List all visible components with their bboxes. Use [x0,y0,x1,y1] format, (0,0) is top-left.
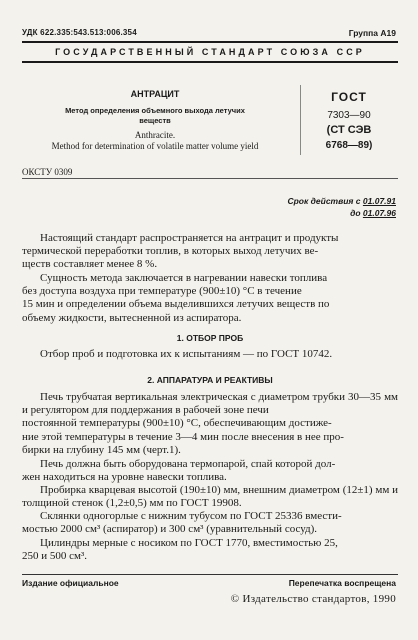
text-line: 250 и 500 см³. [22,550,88,563]
validity-to [350,208,396,218]
header-rule-top [22,41,398,43]
paragraph-cylinders [22,537,398,563]
text-line: Пробирка кварцевая высотой (190±10) мм, внешним диаметром (12±1) мм и толщиной стенок (1,2±0,5) мм по ГОСТ 19908. [22,484,398,510]
sev-reference-line-2: 6768—89) [325,140,373,151]
gost-number: 7303—90 [327,110,371,121]
paragraph-flasks [22,510,398,536]
paragraph-scope [22,232,398,272]
text-line: Сущность метода заключается в нагревании навески топлива [40,272,328,284]
validity-to-label: до [350,208,361,218]
text-line: ние этой температуры в течение 3—4 мин после внесения в нее про- [22,430,344,443]
text-line: бирки на глубину 145 мм (черт.1). [22,443,181,456]
header-rule-bottom [22,61,398,63]
gos-standard-heading: ГОСУДАРСТВЕННЫЙ СТАНДАРТ СОЮЗА ССР [55,47,365,57]
text-line: без доступа воздуха при температуре (900±10) °С в течение [22,285,302,298]
paragraph-thermocouple [22,458,398,484]
document-title: АНТРАЦИТ [130,89,180,99]
text-line: Цилиндры мерные с носиком по ГОСТ 1770, вместимостью 25, [40,537,338,549]
group-code: Группа А19 [348,28,396,38]
text-line: Печь трубчатая вертикальная электрическая с диаметром трубки 30—35 мм и регулятором для поддержания в рабочей зоне печи [22,391,398,417]
subtitle-line-1: Метод определения объемного выхода летучих [65,106,245,115]
validity-from-date: 01.07.91 [362,196,396,206]
text-line: объему жидкости, вытесненной из аспиратора. [22,311,242,324]
english-subtitle: Method for determination of volatile matter volume yield [51,141,259,151]
okstu-code: ОКСТУ 0309 [22,167,73,177]
text-line: постоянной температуры (900±10) °С, обеспечивающим достиже- [22,417,332,430]
paragraph-sampling [22,348,398,361]
section-heading-sampling: 1. ОТБОР ПРОБ [176,333,244,343]
validity-to-date: 01.07.96 [362,208,396,218]
udk-code: УДК 622.335:543.513:006.354 [22,28,137,37]
text-line: термической переработки топлив, в которых выход летучих ве- [22,245,319,258]
reprint-prohibited-label: Перепечатка воспрещена [288,578,396,588]
text-line: Печь должна быть оборудована термопарой, спай которой дол- [40,458,336,470]
paragraph-furnace [22,391,398,457]
paragraph-method-essence [22,272,398,325]
paragraph-test-tube [22,484,398,510]
copyright-notice: © Издательство стандартов, 1990 [230,593,396,605]
footer-rule [22,574,398,575]
validity-from [287,196,396,206]
okstu-rule [22,178,398,179]
subtitle-line-2: веществ [139,116,171,125]
sev-reference-line-1: (СТ СЭВ [326,124,372,136]
text-line: жен находиться на уровне навески топлива. [22,471,227,484]
document-subtitle [20,106,290,126]
validity-from-label: Срок действия с [287,196,361,206]
text-line: Настоящий стандарт распространяется на антрацит и продукты [40,232,339,244]
text-line: Склянки одногорлые с нижним тубусом по ГОСТ 25336 вмести- [40,510,342,522]
english-title: Anthracite. [134,130,176,140]
official-edition-label: Издание официальное [22,578,119,588]
text-line: ществ составляет менее 8 %. [22,258,158,271]
section-heading-apparatus: 2. АППАРАТУРА И РЕАКТИВЫ [147,375,273,385]
text-line: мостью 2000 см³ (аспиратор) и 300 см³ (уравнительный сосуд). [22,523,318,536]
gost-label: ГОСТ [331,90,367,104]
text-line: Отбор проб и подготовка их к испытаниям — по ГОСТ 10742. [40,348,333,360]
text-line: 15 мин и определении объема выделившихся летучих веществ по [22,298,330,311]
